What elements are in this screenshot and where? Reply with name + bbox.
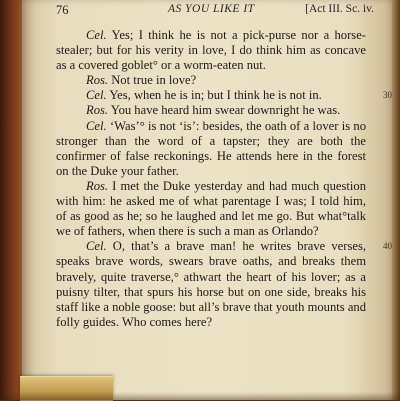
speech-text: O, that’s a brave man! he writes brave verses, speaks brave words, swears brave oaths, and breaks them bravely, quite traverse,° athwart the heart of his lover; as a puisny tilter, that spurs his horse but on one side, breaks his staff like a noble goose: but all’s brave that youth mounts and folly guides. Who comes here? bbox=[56, 239, 367, 329]
running-header bbox=[56, 3, 374, 23]
page-shadow bbox=[0, 392, 400, 400]
speech-text: You have heard him swear downright he was. bbox=[110, 103, 341, 118]
speech-paragraph bbox=[56, 239, 366, 330]
speech-paragraph bbox=[56, 119, 366, 179]
speaker-name: Ros. bbox=[86, 73, 109, 88]
speaker-name: Ros. bbox=[86, 103, 109, 118]
page-number: 76 bbox=[56, 3, 69, 17]
speaker-name: Ros. bbox=[86, 178, 109, 193]
speech-paragraph bbox=[56, 88, 392, 103]
speaker-name: Cel. bbox=[86, 118, 107, 133]
speech-text: Yes; I think he is not a pick-purse nor a horse-stealer; but for his verity in love, I do think him as concave as a covered goblet° or a worm-eaten nut. bbox=[56, 28, 366, 73]
speaker-name: Cel. bbox=[86, 28, 107, 42]
running-title: AS YOU LIKE IT bbox=[168, 3, 255, 15]
speech-paragraph bbox=[56, 28, 366, 73]
speech-text: Not true in love? bbox=[111, 73, 197, 88]
speech-paragraph bbox=[56, 103, 366, 118]
speech-paragraph bbox=[56, 73, 366, 88]
act-scene-reference: [Act III. Sc. iv. bbox=[305, 3, 374, 15]
line-number: 40 bbox=[383, 240, 392, 251]
speech-text: I met the Duke yesterday and had much question with him: he asked me of what parentage I was; I told him, of as good as he; so he laughed and let me go. But what°talk we of fathers, when there is such a man as Orlando? bbox=[56, 178, 366, 239]
speaker-name: Cel. bbox=[86, 88, 107, 103]
speaker-name: Cel. bbox=[86, 239, 107, 254]
play-text bbox=[56, 28, 392, 330]
line-number: 30 bbox=[383, 90, 392, 101]
speech-text: ‘Was’° is not ‘is’: besides, the oath of a lover is no stronger than the word of a tapster; they are both the confirmer of false reckonings. He attends here in the forest on the Duke your father. bbox=[56, 118, 366, 178]
speech-text: Yes, when he is in; but I think he is not in. bbox=[109, 88, 322, 103]
